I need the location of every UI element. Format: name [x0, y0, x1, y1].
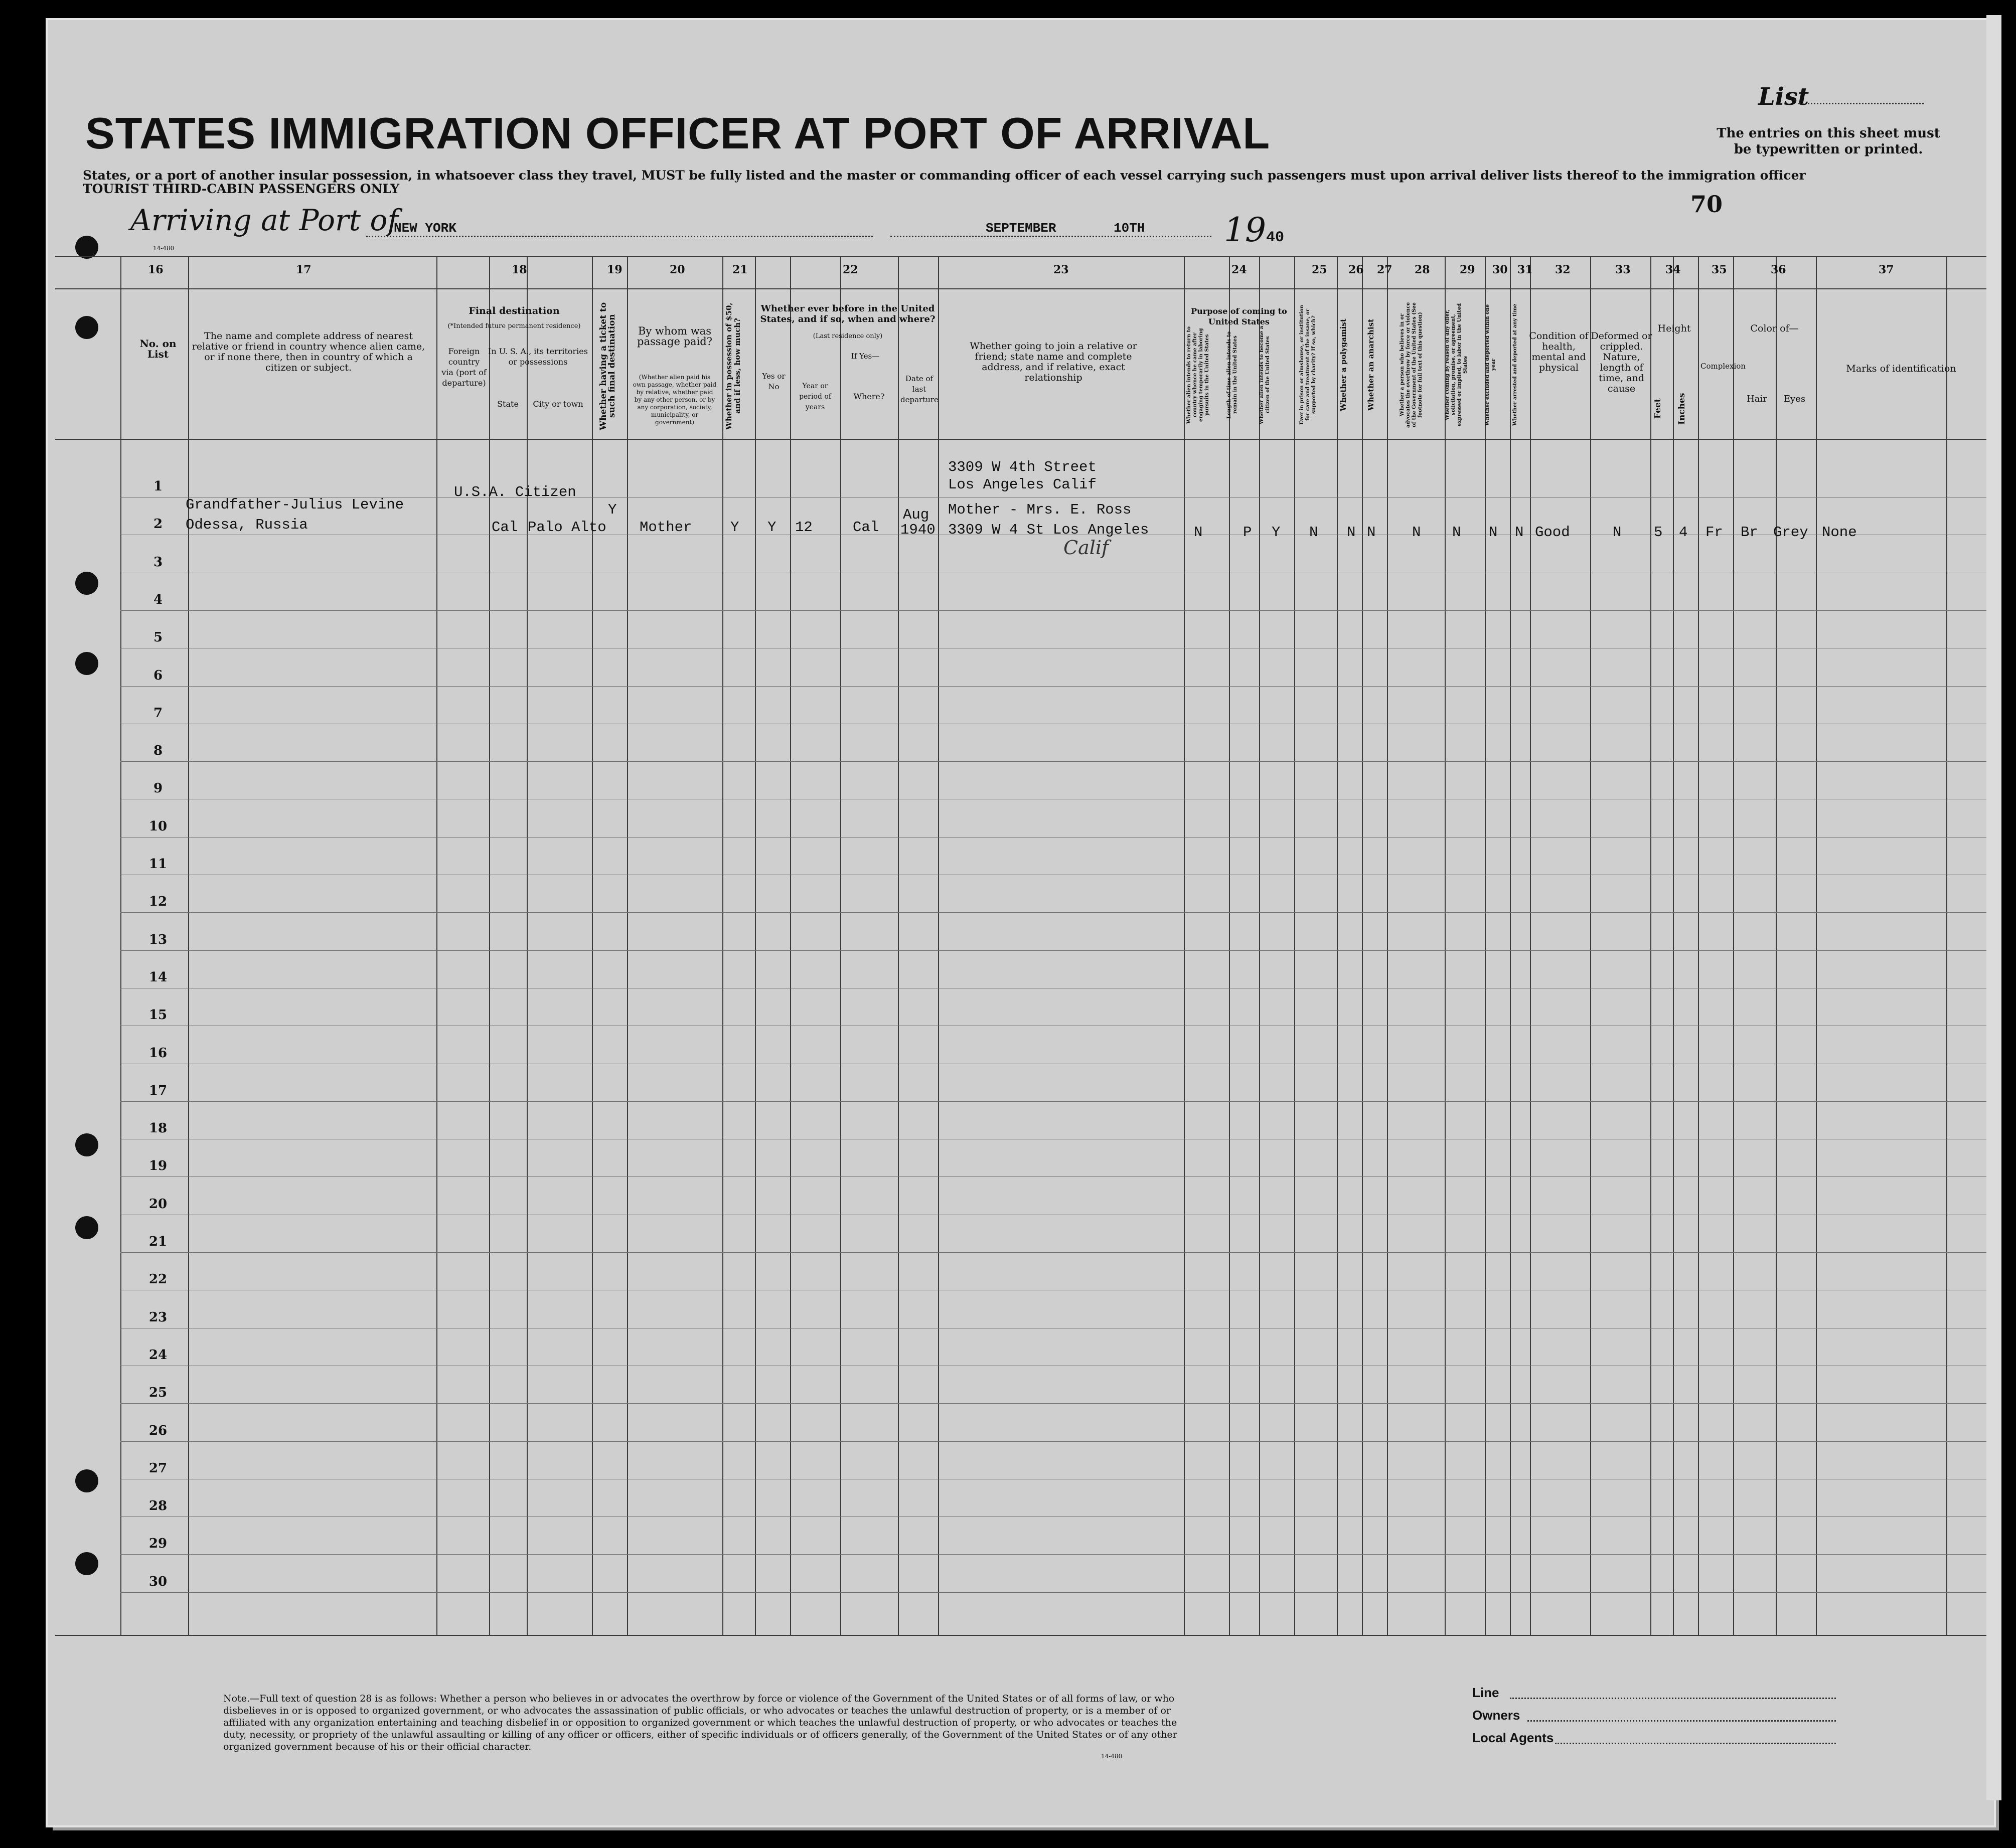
deformed-value: N	[1613, 524, 1622, 541]
fifty-value: Y	[730, 519, 739, 536]
port-line	[366, 236, 873, 237]
grid-line	[55, 256, 1986, 257]
header-inches: Inches	[1677, 393, 1687, 425]
row-number: 30	[148, 1574, 168, 1589]
col-num-20: 20	[670, 263, 685, 276]
sheet-number: 70	[1690, 191, 1723, 218]
col-num-18: 18	[512, 263, 527, 276]
purpose-citizen-value: Y	[1272, 524, 1281, 541]
column-rule	[898, 256, 899, 1635]
row-rule	[120, 1441, 1986, 1442]
header-ticket: Whether having a ticket to such final destination	[598, 302, 617, 430]
row-number: 22	[148, 1272, 168, 1287]
header-prison: Ever in prison or almshouse, or institution for care and treatment of the insane, or supported by charity? If so, which?	[1299, 304, 1317, 425]
departure-month: Aug	[903, 507, 929, 523]
polygamist-value: N	[1347, 524, 1356, 541]
local-agents-field	[1555, 1743, 1836, 1744]
row-number: 3	[153, 554, 163, 570]
column-rule	[722, 256, 723, 1635]
column-rule	[1445, 256, 1446, 1635]
col-num-37: 37	[1879, 263, 1894, 276]
entries-note: The entries on this sheet must be typewritten or printed.	[1717, 126, 1940, 157]
col-num-36: 36	[1771, 263, 1786, 276]
ever-before-value: Y	[767, 519, 777, 536]
column-rule	[1530, 256, 1531, 1635]
header-no-on-list: No. on List	[139, 338, 177, 360]
date-day: 10TH	[1114, 221, 1145, 236]
header-period: Year or period of years	[799, 382, 831, 411]
header-relative: The name and complete address of nearest relative or friend in country whence alien came, or if none there, then in country of which a citizen or subject.	[192, 330, 425, 373]
row-number: 27	[148, 1460, 168, 1476]
col-num-22: 22	[843, 263, 858, 276]
header-polygamist: Whether a polygamist	[1339, 318, 1348, 411]
header-last-residence: (Last residence only)	[813, 332, 883, 340]
header-overthrow: Whether a person who believes in or advocates the overthrow by force or violence of the Government of the United States (See footnote for full text of this question)	[1400, 302, 1423, 428]
column-rule	[1698, 256, 1699, 1635]
row-number: 10	[148, 818, 168, 834]
column-rule	[1816, 256, 1817, 1635]
city-value: Palo Alto	[528, 519, 606, 536]
header-by-whom-note: (Whether alien paid his own passage, whether paid by relative, whether paid by any other person, or by any corporation, society, municipality, or government)	[633, 374, 717, 426]
list-label: List	[1758, 83, 1809, 111]
labor-offer-value: N	[1452, 524, 1461, 541]
row-number: 8	[153, 743, 163, 759]
col-num-34: 34	[1665, 263, 1681, 276]
header-where: Where?	[853, 392, 885, 401]
row-number: 29	[148, 1536, 168, 1552]
row-rule	[120, 1252, 1986, 1253]
join-handwritten: Calif	[1063, 537, 1109, 559]
row-rule	[120, 1403, 1986, 1404]
row-number: 17	[148, 1083, 168, 1098]
complexion-value: Fr	[1705, 524, 1723, 541]
header-join-relative: Whether going to join a relative or friend; state name and complete address, and if relative, exact relationship	[970, 341, 1137, 383]
header-purpose-citizen: Whether alien intends to become a citizen of the United States	[1259, 325, 1271, 424]
departure-year: 1940	[900, 522, 936, 538]
col-num-35: 35	[1712, 263, 1727, 276]
feet-value: 5	[1654, 524, 1663, 541]
row-number: 11	[148, 857, 168, 872]
column-rule	[436, 256, 437, 1635]
join-address-1: 3309 W 4th Street	[948, 459, 1097, 475]
header-purpose: Purpose of coming to United States	[1191, 306, 1287, 326]
binder-hole	[75, 572, 98, 595]
relative-address: Odessa, Russia	[186, 517, 308, 533]
header-fifty: Whether in possession of $50, and if less, how much?	[724, 302, 742, 430]
column-rule	[1229, 256, 1230, 1635]
arriving-label: Arriving at Port of	[130, 203, 398, 237]
port-value: NEW YORK	[394, 221, 456, 236]
column-rule	[1673, 256, 1674, 1635]
col-num-21: 21	[732, 263, 748, 276]
row-rule	[120, 912, 1986, 913]
header-marks: Marks of identification	[1846, 363, 1956, 374]
binder-hole	[75, 1216, 98, 1239]
col-num-23: 23	[1053, 263, 1069, 276]
row-number: 19	[148, 1158, 168, 1174]
form-code-bottom: 14-480	[1101, 1753, 1123, 1760]
column-rule	[1362, 256, 1363, 1635]
column-rule	[1294, 256, 1295, 1635]
row-number: 24	[148, 1347, 168, 1363]
anarchist-value: N	[1367, 524, 1376, 541]
row-number: 6	[153, 667, 163, 683]
column-rule	[1946, 256, 1947, 1635]
owners-field	[1527, 1720, 1836, 1722]
row-rule	[120, 761, 1986, 762]
line-label: Line	[1472, 1685, 1499, 1700]
column-rule	[1650, 256, 1651, 1635]
row-rule	[120, 1101, 1986, 1102]
purpose-length-value: P	[1243, 524, 1252, 541]
header-class: TOURIST THIRD-CABIN PASSENGERS ONLY	[83, 182, 400, 196]
header-feet: Feet	[1653, 398, 1663, 419]
row-rule	[120, 610, 1986, 611]
header-yes-no: Yes or No	[762, 372, 786, 391]
col-num-32: 32	[1555, 263, 1571, 276]
binder-hole	[75, 1552, 98, 1575]
line-field	[1510, 1698, 1836, 1699]
header-by-whom: By whom was passage paid?	[637, 325, 712, 348]
header-instruction: States, or a port of another insular possession, in whatsoever class they travel, MUST be fully listed and the master or commanding officer of each vessel carrying such passengers must upon arrival deliver lists thereof to the immigration officer	[83, 168, 1806, 183]
row-number: 13	[148, 932, 168, 947]
header-complexion: Complexion	[1700, 362, 1746, 371]
header-anarchist: Whether an anarchist	[1366, 319, 1375, 411]
column-rule	[1510, 256, 1511, 1635]
col-num-19: 19	[607, 263, 623, 276]
grid-line	[55, 439, 1986, 440]
row-rule	[120, 950, 1986, 951]
row-number: 5	[153, 630, 163, 645]
col-num-16: 16	[148, 263, 164, 276]
col-num-31: 31	[1517, 263, 1533, 276]
col-num-33: 33	[1615, 263, 1631, 276]
column-rule	[755, 256, 756, 1635]
year: 1940	[1224, 211, 1284, 249]
col-num-17: 17	[296, 263, 312, 276]
row-number: 23	[148, 1309, 168, 1325]
header-in-usa: In U. S. A., its territories or possessions	[488, 347, 588, 367]
header-state: State	[497, 399, 519, 409]
local-agents-label: Local Agents	[1472, 1730, 1554, 1745]
excluded-value: N	[1489, 524, 1498, 541]
header-arrested: Whether arrested and deported at any time	[1512, 303, 1518, 426]
row-rule	[120, 1592, 1986, 1593]
header-labor-offer: Whether coming by reason of any offer, solicitation, promise, or agreement, expressed or implied, to labor in the United States	[1445, 303, 1468, 427]
ticket-value: Y	[608, 501, 617, 518]
binder-hole	[75, 316, 98, 339]
header-if-yes: If Yes—	[851, 352, 880, 361]
header-height: Height	[1657, 323, 1691, 334]
footer-note: Note.—Full text of question 28 is as follows: Whether a person who believes in or advocates the overthrow by force or violence of the Government of the United States or of all forms of law, or who disbelieves in or is opposed to organized government, or who advocates the assassination of public officials, or who advocates or teaches the unlawful destruction of property, or is a member of or affiliated with any organization entertaining and teaching disbelief in or opposition to organized government or which teaches the unlawful destruction of property, or who advocates or teaches the duty, necessity, or propriety of the unlawful assaulting or killing of any officer or officers, either of specific individuals or of officers generally, of the Government of the United States or of any other organized government because of his or their official character.	[223, 1693, 1177, 1752]
where-value: Cal	[853, 519, 879, 536]
header-foreign-country: Foreign country via (port of departure)	[441, 347, 487, 388]
column-rule	[592, 256, 593, 1635]
row-number: 28	[148, 1498, 168, 1514]
owners-label: Owners	[1472, 1708, 1520, 1723]
header-purpose-return: Whether alien intends to return to country whence he came after engaging temporarily in laboring pursuits in the United States	[1186, 326, 1210, 424]
sheet-edge	[1986, 15, 2001, 1800]
column-rule	[1184, 256, 1185, 1635]
column-rule	[188, 256, 189, 1635]
column-rule	[938, 256, 939, 1635]
column-rule	[489, 256, 490, 1635]
row-number: 26	[148, 1423, 168, 1438]
column-rule	[1733, 256, 1734, 1635]
paid-by-value: Mother	[640, 519, 692, 536]
row-number: 7	[153, 705, 163, 721]
binder-hole	[75, 652, 98, 675]
marks-value: None	[1822, 524, 1857, 541]
header-final-destination: Final destination	[469, 305, 560, 316]
row-number: 16	[148, 1045, 168, 1061]
column-rule	[1776, 256, 1777, 1635]
row-rule	[120, 1554, 1986, 1555]
row-number: 18	[148, 1121, 168, 1136]
row-number: 1	[153, 479, 163, 494]
column-rule	[1590, 256, 1591, 1635]
foreign-country-value: U.S.A. Citizen	[454, 484, 576, 500]
eyes-value: Grey	[1773, 524, 1808, 541]
row-rule	[120, 686, 1986, 687]
header-hair: Hair	[1747, 394, 1767, 404]
period-value: 12	[795, 519, 813, 536]
arrested-value: N	[1515, 524, 1524, 541]
health-value: Good	[1535, 524, 1570, 541]
prison-value: N	[1309, 524, 1318, 541]
join-relation: Mother - Mrs. E. Ross	[948, 501, 1132, 518]
overthrow-value: N	[1412, 524, 1421, 541]
relative-name: Grandfather-Julius Levine	[186, 496, 404, 513]
header-eyes: Eyes	[1783, 394, 1806, 404]
col-num-30: 30	[1492, 263, 1508, 276]
column-rule	[527, 256, 528, 1635]
join-address-2: 3309 W 4 St Los Angeles	[948, 522, 1149, 538]
column-rule	[1387, 256, 1388, 1635]
column-rule	[1259, 256, 1260, 1635]
row-number: 15	[148, 1007, 168, 1023]
col-num-27: 27	[1377, 263, 1392, 276]
grid-line	[55, 1635, 1986, 1636]
state-value: Cal	[492, 519, 518, 536]
row-number: 21	[148, 1234, 168, 1249]
header-excluded: Whether excluded and deported within one year	[1485, 304, 1496, 426]
date-month: SEPTEMBER	[986, 221, 1056, 236]
header-city: City or town	[533, 399, 583, 409]
header-color-of: Color of—	[1750, 323, 1799, 334]
row-number: 12	[148, 894, 168, 910]
col-num-25: 25	[1312, 263, 1327, 276]
header-intended: (*Intended future permanent residence)	[447, 322, 581, 330]
column-rule	[120, 256, 121, 1635]
date-line	[890, 236, 1211, 237]
header-purpose-length: Length of time alien intends to remain in the United States	[1226, 331, 1238, 419]
list-field-line	[1798, 103, 1924, 104]
inches-value: 4	[1679, 524, 1688, 541]
hair-value: Br	[1741, 524, 1758, 541]
header-deformed: Deformed or crippled. Nature, length of time, and cause	[1591, 330, 1652, 394]
row-number: 9	[153, 781, 163, 796]
join-city-1: Los Angeles Calif	[948, 476, 1097, 493]
column-rule	[1485, 256, 1486, 1635]
column-rule	[790, 256, 791, 1635]
row-number: 4	[153, 592, 163, 607]
grid-line	[55, 288, 1986, 289]
row-number: 20	[148, 1196, 168, 1212]
column-rule	[627, 256, 628, 1635]
column-rule	[840, 256, 841, 1635]
header-date-departure: Date of last departure	[900, 374, 939, 404]
col-num-24: 24	[1231, 263, 1247, 276]
row-number: 2	[153, 517, 163, 532]
column-rule	[1337, 256, 1338, 1635]
col-num-26: 26	[1348, 263, 1364, 276]
header-ever-before: Whether ever before in the United States, and if so, when and where?	[760, 303, 936, 324]
col-num-29: 29	[1460, 263, 1475, 276]
page-title: STATES IMMIGRATION OFFICER AT PORT OF ARRIVAL	[85, 108, 1271, 158]
row-number: 25	[148, 1385, 168, 1401]
binder-hole	[75, 1469, 98, 1492]
col-num-28: 28	[1415, 263, 1430, 276]
form-code-top: 14-480	[153, 245, 175, 252]
purpose-return-value: N	[1194, 524, 1203, 541]
binder-hole	[75, 1133, 98, 1156]
row-number: 14	[148, 969, 168, 985]
header-condition: Condition of health, mental and physical	[1529, 330, 1589, 373]
